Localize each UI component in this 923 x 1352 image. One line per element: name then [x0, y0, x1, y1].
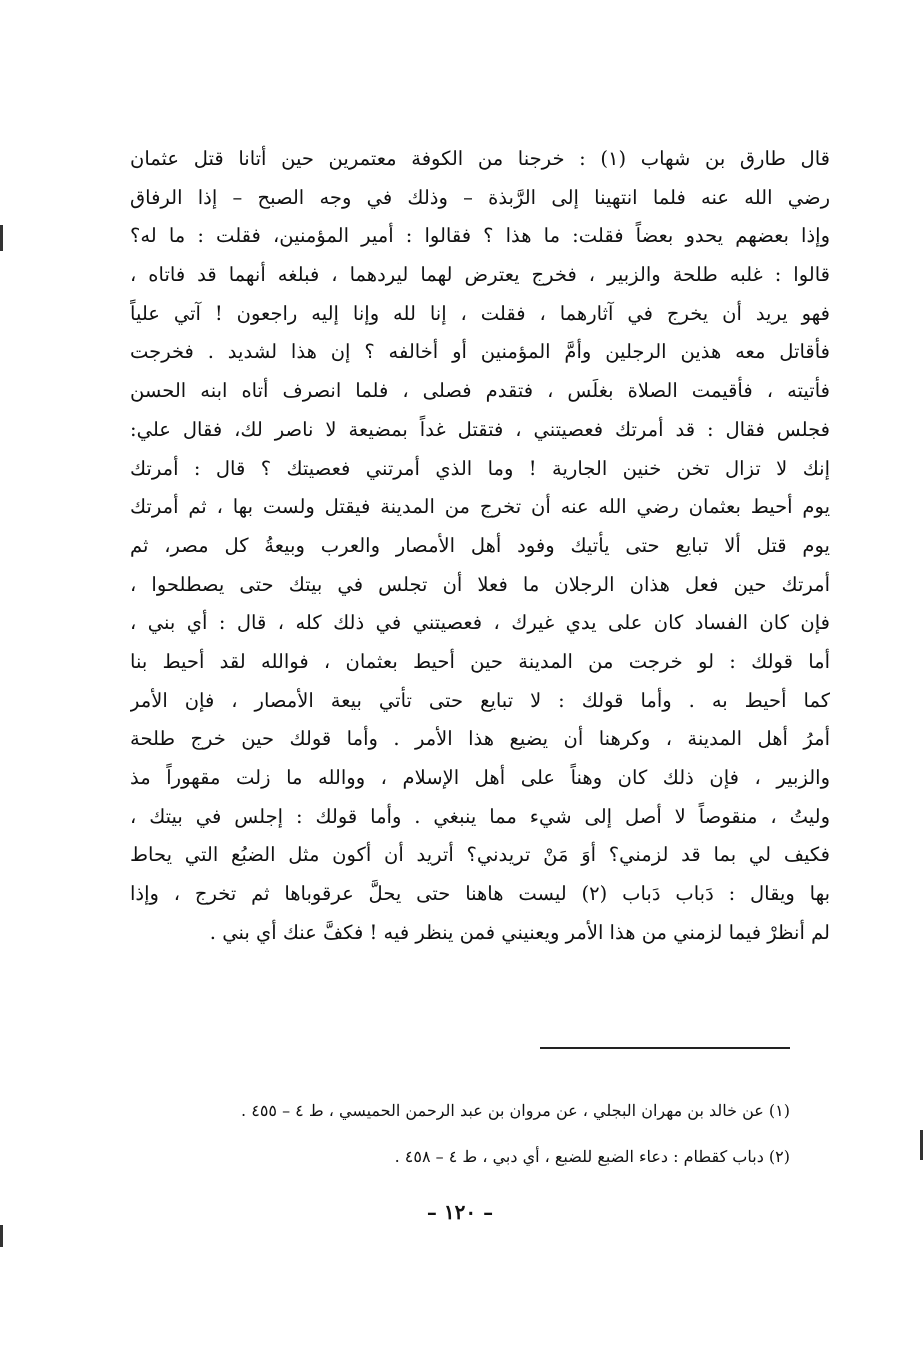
page-number: – ١٢٠ – — [426, 1200, 494, 1224]
text-line: وليتُ ، منقوصاً لا أصل إلى شيء مما ينبغي . وأما قولك : إجلس في بيتك ، — [130, 804, 830, 828]
text-line: فهو يريد أن يخرج في آثارهما ، فقلت ، إنا لله وإنا إليه راجعون ! آتي علياً — [130, 301, 830, 325]
text-line: والزبير ، فإن ذلك كان وهناً على أهل الإسلام ، ووالله ما زلت مقهوراً مذ — [130, 766, 830, 789]
text-line: يوم أحيط بعثمان رضي الله عنه أن تخرج من المدينة فيقتل ولست بها ، ثم أمرتك — [130, 495, 830, 519]
footnotes — [130, 1088, 790, 1180]
footnote-2: (٢) دباب كقطام : دعاء الضبع للضبع ، أي دبي ، ط ٤ – ٤٥٨ . — [394, 1147, 790, 1166]
footnote-separator — [540, 1047, 790, 1049]
left-edge-mark-bottom — [0, 1225, 3, 1247]
text-line: رضي الله عنه فلما انتهينا إلى الرَّبذة – وذلك في وجه الصبح – إذا الرفاق — [130, 185, 830, 209]
text-line: قالوا : غلبه طلحة والزبير ، فخرج يعترض لهما ليردهما ، فبلغه أنهما قد فاتاه ، — [130, 263, 830, 287]
main-text — [130, 140, 830, 952]
text-line: فإن كان الفساد كان على يدي غيرك ، فعصيتني في ذلك كله ، قال : أي بني ، — [130, 611, 830, 635]
text-line: فأقاتل معه هذين الرجلين وأمَّ المؤمنين أو أخالفه ؟ إن هذا لشديد . فخرجت — [130, 340, 830, 364]
text-line: فأتيته ، فأقيمت الصلاة بغلَس ، فتقدم فصلى ، فلما انصرف أتاه ابنه الحسن — [130, 379, 830, 403]
text-line: لم أنظرْ فيما لزمني من هذا الأمر ويعنيني فمن ينظر فيه ! فكفَّ عنك أي بني . — [209, 920, 830, 944]
text-line: إنك لا تزال تخن خنين الجارية ! وما الذي أمرتني فعصيتك ؟ قال : أمرتك — [130, 456, 830, 480]
text-line: أمرُ أهل المدينة ، وكرهنا أن يضيع هذا الأمر . وأما قولك حين خرج طلحة — [130, 727, 830, 751]
text-line: بها ويقال : دَباب دَباب (٢) ليست هاهنا حتى يحلَّ عرقوباها ثم تخرج ، وإذا — [130, 882, 830, 906]
left-edge-mark-top — [0, 225, 3, 251]
text-line: وإذا بعضهم يحدو بعضاً فقلت: ما هذا ؟ فقالوا : أمير المؤمنين، فقلت : ما له؟ — [130, 224, 830, 248]
text-line: قال طارق بن شهاب (١) : خرجنا من الكوفة معتمرين حين أتانا قتل عثمان — [130, 147, 830, 170]
text-line: يوم قتل ألا تبايع حتى يأتيك وفود أهل الأمصار والعرب وبيعةُ كل مصر، ثم — [130, 533, 830, 557]
text-line: كما أحيط به . وأما قولك : لا تبايع حتى تأتي بيعة الأمصار ، فإن الأمر — [130, 688, 830, 712]
text-line: فكيف لي بما قد لزمني؟ أوَ مَنْ تريدني؟ أتريد أن أكون مثل الضبُع التي يحاط — [130, 843, 830, 867]
text-line: فجلس فقال : قد أمرتك فعصيتني ، فتقتل غداً بمضيعة لا ناصر لك، فقال علي: — [130, 417, 830, 441]
text-line: أمرتك حين فعل هذان الرجلان ما فعلا أن تجلس في بيتك حتى يصطلحوا ، — [130, 572, 830, 596]
text-line: أما قولك : لو خرجت من المدينة حين أحيط بعثمان ، فوالله لقد أحيط بنا — [130, 649, 830, 673]
footnote-1: (١) عن خالد بن مهران البجلي ، عن مروان بن عبد الرحمن الحميسي ، ط ٤ – ٤٥٥ . — [241, 1101, 790, 1120]
